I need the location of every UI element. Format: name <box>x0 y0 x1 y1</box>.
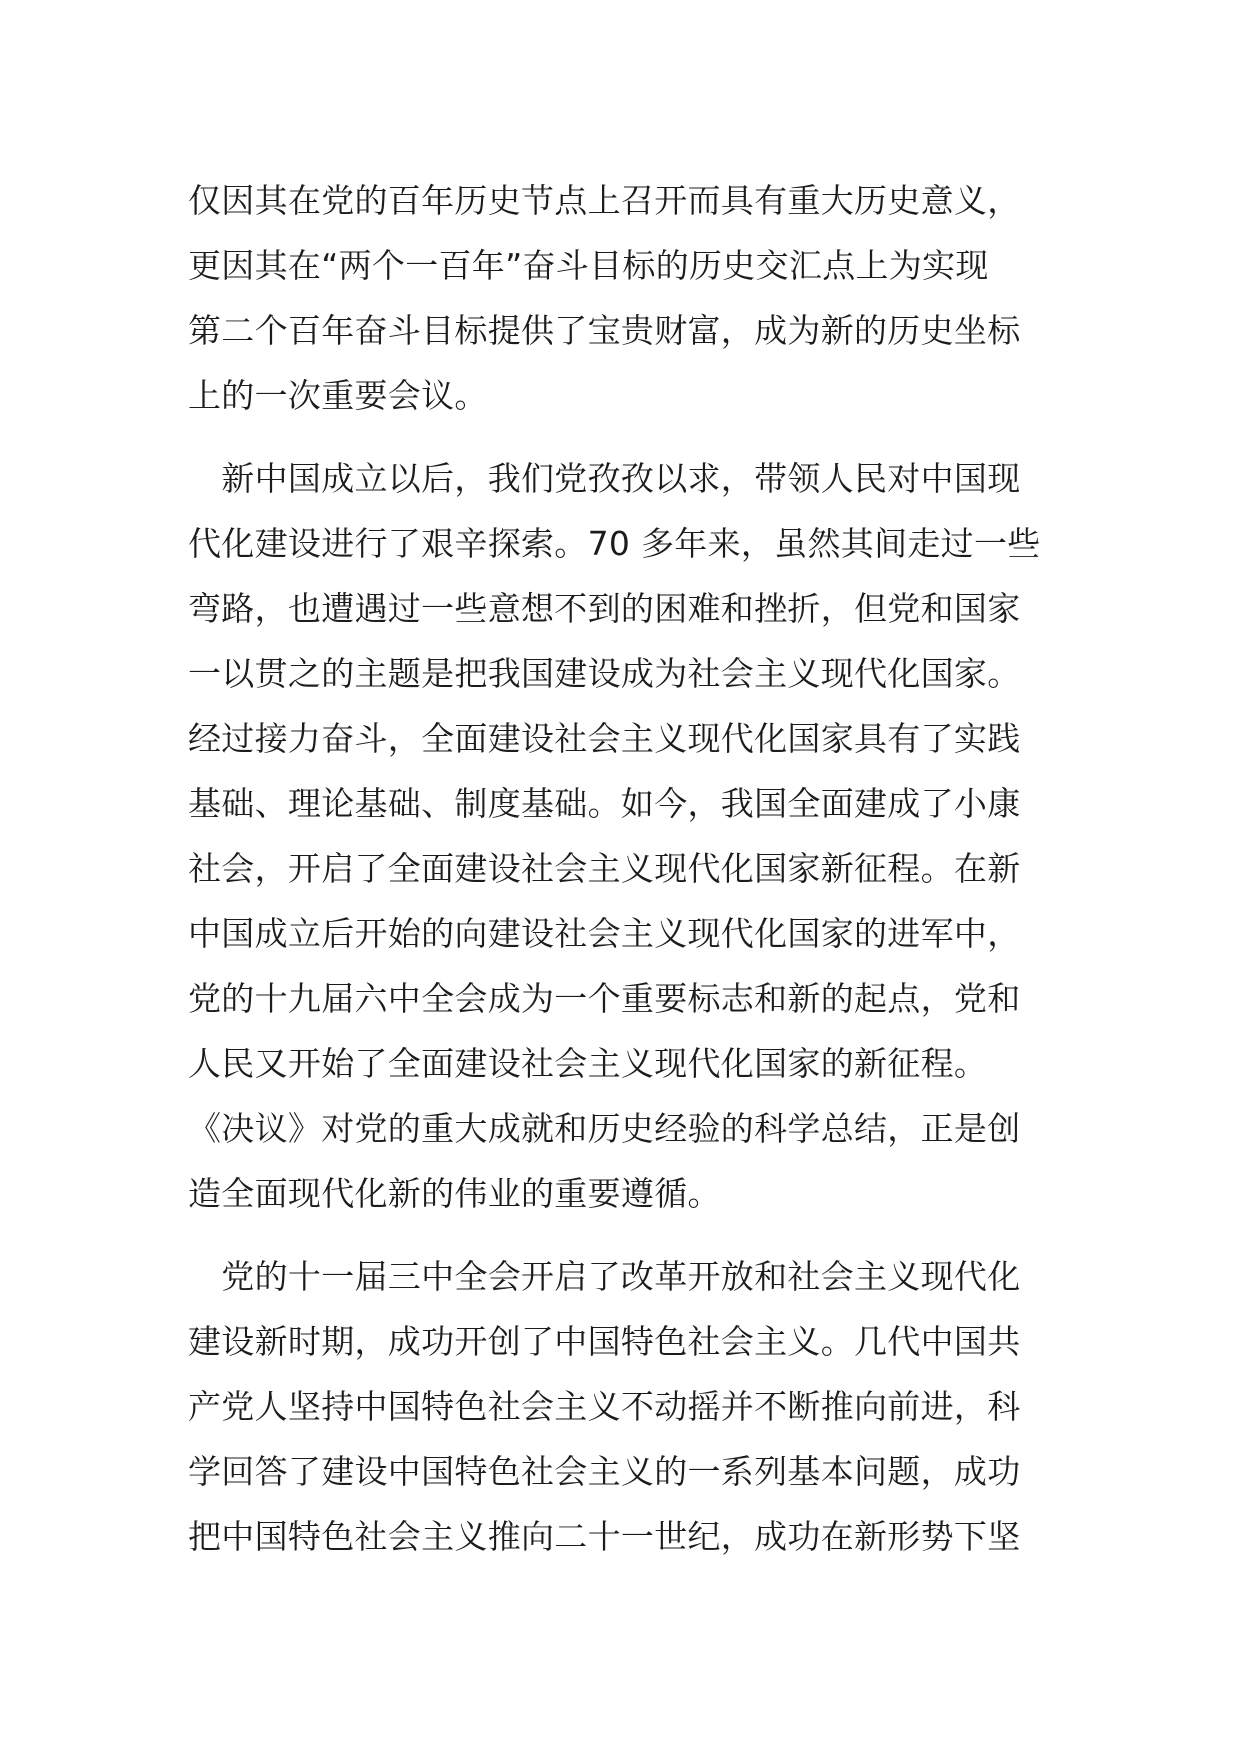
text-line: 中国成立后开始的向建设社会主义现代化国家的进军中， <box>188 914 1021 953</box>
text-line: 把中国特色社会主义推向二十一世纪，成功在新形势下坚 <box>188 1517 1021 1556</box>
text-line: 党的十九届六中全会成为一个重要标志和新的起点，党和 <box>188 979 1021 1018</box>
text-line: 更因其在“两个一百年”奋斗目标的历史交汇点上为实现 <box>188 246 989 285</box>
text-line: 上的一次重要会议。 <box>188 376 488 415</box>
text-line: 基础、理论基础、制度基础。如今，我国全面建成了小康 <box>188 784 1021 823</box>
paragraph-2 <box>188 446 1068 1226</box>
text-line: 产党人坚持中国特色社会主义不动摇并不断推向前进，科 <box>188 1387 1021 1426</box>
text-line: 代化建设进行了艰辛探索。70 多年来，虽然其间走过一些 <box>188 524 1041 563</box>
text-line: 第二个百年奋斗目标提供了宝贵财富，成为新的历史坐标 <box>188 311 1021 350</box>
text-line: 社会，开启了全面建设社会主义现代化国家新征程。在新 <box>188 849 1021 888</box>
text-line: 经过接力奋斗，全面建设社会主义现代化国家具有了实践 <box>188 719 1021 758</box>
text-line: 《决议》对党的重大成就和历史经验的科学总结，正是创 <box>188 1109 1021 1148</box>
text-line: 新中国成立以后，我们党孜孜以求，带领人民对中国现 <box>188 459 1021 498</box>
paragraph-3 <box>188 1244 1068 1569</box>
text-line: 人民又开始了全面建设社会主义现代化国家的新征程。 <box>188 1044 988 1083</box>
document-body <box>188 168 1068 1569</box>
text-line: 弯路，也遭遇过一些意想不到的困难和挫折，但党和国家 <box>188 589 1021 628</box>
text-line: 建设新时期，成功开创了中国特色社会主义。几代中国共 <box>188 1322 1021 1361</box>
text-line: 一以贯之的主题是把我国建设成为社会主义现代化国家。 <box>188 654 1021 693</box>
text-line: 造全面现代化新的伟业的重要遵循。 <box>188 1174 721 1213</box>
text-line: 学回答了建设中国特色社会主义的一系列基本问题，成功 <box>188 1452 1021 1491</box>
paragraph-1 <box>188 168 1068 428</box>
text-line: 仅因其在党的百年历史节点上召开而具有重大历史意义， <box>188 181 1021 220</box>
text-line: 党的十一届三中全会开启了改革开放和社会主义现代化 <box>188 1257 1021 1296</box>
